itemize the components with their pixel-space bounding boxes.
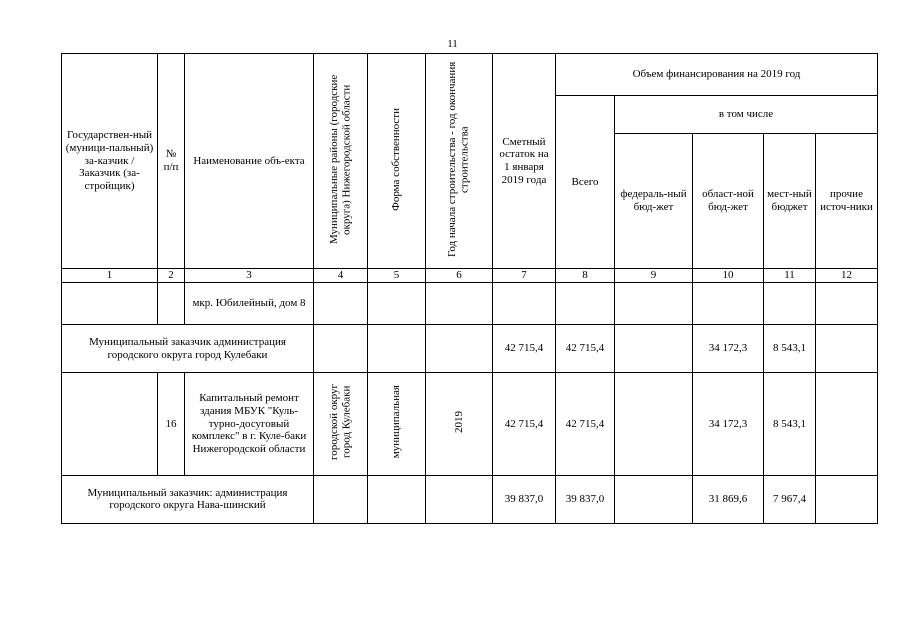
cell [493, 283, 556, 325]
financing-table [61, 53, 878, 524]
local-value: 7 967,4 [764, 475, 816, 523]
year-cell [426, 373, 493, 476]
column-number: 12 [816, 269, 878, 283]
cell [368, 325, 426, 373]
cell [615, 283, 693, 325]
column-number: 11 [764, 269, 816, 283]
object-name-continuation: мкр. Юбилейный, дом 8 [185, 283, 314, 325]
customer-label: Муниципальный заказчик: администрация городского округа Нава-шинский [62, 475, 314, 523]
header-including: в том числе [615, 96, 878, 134]
regional-value: 34 172,3 [693, 325, 764, 373]
table-row [62, 475, 878, 523]
header-customer: Государствен-ный (муници-пальный) за-казчик / Заказчик (за-стройщик) [62, 54, 158, 269]
federal-value [615, 373, 693, 476]
column-number: 3 [185, 269, 314, 283]
cell [158, 283, 185, 325]
cell [426, 325, 493, 373]
table-row [62, 373, 878, 476]
object-name: Капитальный ремонт здания МБУК "Куль-турно-досуговый комплекс" в г. Куле-баки Нижегородской области [185, 373, 314, 476]
column-number: 6 [426, 269, 493, 283]
regional-value: 31 869,6 [693, 475, 764, 523]
header-ownership-text: Форма собственности [390, 107, 403, 211]
cell [314, 283, 368, 325]
column-number: 1 [62, 269, 158, 283]
federal-value [615, 325, 693, 373]
column-number-row [62, 269, 878, 283]
cell [314, 475, 368, 523]
cell [62, 283, 158, 325]
regional-value: 34 172,3 [693, 373, 764, 476]
cell [368, 283, 426, 325]
cell [693, 283, 764, 325]
header-years-text: Год начала строительства - год окончания строительства [446, 61, 471, 257]
total-value: 42 715,4 [556, 325, 615, 373]
cell [816, 283, 878, 325]
cell [426, 475, 493, 523]
cell [62, 373, 158, 476]
local-value: 8 543,1 [764, 325, 816, 373]
header-total: Всего [556, 96, 615, 269]
page-number: 11 [447, 38, 458, 50]
header-districts-text: Муниципальные районы (городские округа) Нижегородской области [327, 74, 353, 244]
district-text: городской округ город Кулебаки [327, 383, 353, 461]
header-districts [314, 54, 368, 269]
header-regional: област-ной бюд-жет [693, 134, 764, 269]
other-value [816, 475, 878, 523]
federal-value [615, 475, 693, 523]
ownership-text: муниципальная [390, 385, 403, 459]
district-cell [314, 373, 368, 476]
column-number: 7 [493, 269, 556, 283]
column-number: 2 [158, 269, 185, 283]
column-number: 10 [693, 269, 764, 283]
customer-label: Муниципальный заказчик администрация городского округа город Кулебаки [62, 325, 314, 373]
total-value: 42 715,4 [556, 373, 615, 476]
header-balance: Сметный остаток на 1 января 2019 года [493, 54, 556, 269]
table-row [62, 283, 878, 325]
cell [314, 325, 368, 373]
balance-value: 42 715,4 [493, 373, 556, 476]
year-text: 2019 [452, 411, 465, 433]
cell [556, 283, 615, 325]
other-value [816, 373, 878, 476]
balance-value: 42 715,4 [493, 325, 556, 373]
local-value: 8 543,1 [764, 373, 816, 476]
object-number: 16 [158, 373, 185, 476]
header-other: прочие источ-ники [816, 134, 878, 269]
table-row [62, 325, 878, 373]
header-object-name: Наименование объ-екта [185, 54, 314, 269]
header-years [426, 54, 493, 269]
other-value [816, 325, 878, 373]
header-number: № п/п [158, 54, 185, 269]
balance-value: 39 837,0 [493, 475, 556, 523]
ownership-cell [368, 373, 426, 476]
column-number: 8 [556, 269, 615, 283]
cell [368, 475, 426, 523]
column-number: 4 [314, 269, 368, 283]
column-number: 5 [368, 269, 426, 283]
total-value: 39 837,0 [556, 475, 615, 523]
cell [426, 283, 493, 325]
header-federal: федераль-ный бюд-жет [615, 134, 693, 269]
header-ownership [368, 54, 426, 269]
header-financing: Объем финансирования на 2019 год [556, 54, 878, 96]
cell [764, 283, 816, 325]
column-number: 9 [615, 269, 693, 283]
header-local: мест-ный бюджет [764, 134, 816, 269]
